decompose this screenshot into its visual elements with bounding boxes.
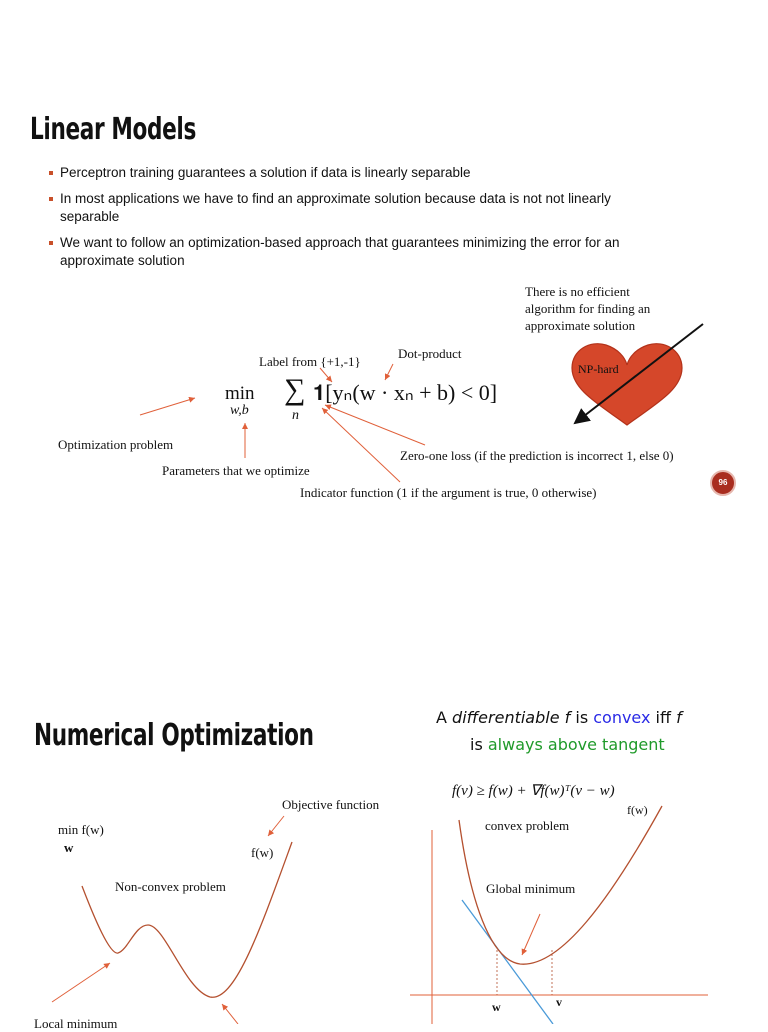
annotation-parameters: Parameters that we optimize xyxy=(162,463,310,478)
convexity-inequality: f(v) ≥ f(w) + ∇f(w)ᵀ(v − w) xyxy=(452,783,615,799)
convex-def-highlight: always above tangent xyxy=(487,735,665,754)
arrow-local-min-1 xyxy=(52,963,110,1002)
tangent-line xyxy=(462,900,553,1024)
convex-def-text: is xyxy=(470,735,488,754)
convex-def-keyword: convex xyxy=(593,708,651,727)
convex-def-text: iff xyxy=(650,708,677,727)
annotation-optimization: Optimization problem xyxy=(58,437,174,452)
bullet-item: In most applications we have to find an approximate solution because data is not not linearly separable xyxy=(48,190,648,226)
heart-note-line: algorithm for finding an xyxy=(525,301,651,316)
label-fw-left: f(w) xyxy=(251,845,274,860)
label-w: w xyxy=(492,1000,501,1014)
slide-title-linear-models: Linear Models xyxy=(30,112,196,147)
label-global-minimum: Global minimum xyxy=(486,881,576,896)
annotation-label-from: Label from {+1,-1} xyxy=(259,354,361,369)
convex-definition-line2 xyxy=(470,735,665,754)
convex-def-text: is xyxy=(570,708,594,727)
arrow-objective xyxy=(268,816,284,836)
arrow-local-min-2 xyxy=(222,1004,238,1024)
label-convex-problem: convex problem xyxy=(485,818,570,833)
np-hard-label: NP-hard xyxy=(578,362,619,376)
heart-note-line: approximate solution xyxy=(525,318,636,333)
convex-definition-line1 xyxy=(436,708,682,727)
formula-min: min xyxy=(225,383,255,404)
convex-def-text: differentiable f xyxy=(452,708,571,727)
page-number-badge: 96 xyxy=(710,470,736,496)
label-objective-function: Objective function xyxy=(282,797,380,812)
label-local-minimum: Local minimum xyxy=(34,1016,118,1031)
formula-min-subscript: w,b xyxy=(230,403,249,418)
convex-def-text: A xyxy=(436,708,453,727)
nonconvex-curve xyxy=(82,842,292,997)
arrow-global-min xyxy=(522,914,540,955)
label-min-subscript: w xyxy=(64,840,74,855)
annotation-zero-one-loss: Zero-one loss (if the prediction is incorrect 1, else 0) xyxy=(400,448,674,463)
heart-note-line: There is no efficient xyxy=(525,284,630,299)
slide-title-numerical-optimization: Numerical Optimization xyxy=(34,718,314,753)
bullet-item: Perceptron training guarantees a solution if data is linearly separable xyxy=(48,164,648,182)
label-min-fw: min f(w) xyxy=(58,822,104,837)
slide2-plots xyxy=(0,790,768,1024)
convex-def-text: f xyxy=(676,708,682,727)
label-v: v xyxy=(556,995,562,1009)
bullet-item: We want to follow an optimization-based approach that guarantees minimizing the error for an approximate solution xyxy=(48,234,648,270)
arrow-optimization xyxy=(140,398,195,415)
label-nonconvex: Non-convex problem xyxy=(115,879,226,894)
annotation-dot-product: Dot-product xyxy=(398,346,462,361)
annotation-indicator: Indicator function (1 if the argument is true, 0 otherwise) xyxy=(300,485,597,500)
label-fw-right: f(w) xyxy=(627,803,648,817)
formula-sum-subscript: n xyxy=(292,408,299,423)
arrow-dot-product xyxy=(385,364,393,380)
formula-body: 𝟏[yₙ(w · xₙ + b) < 0] xyxy=(313,380,498,405)
formula-sum: ∑ xyxy=(284,373,306,406)
